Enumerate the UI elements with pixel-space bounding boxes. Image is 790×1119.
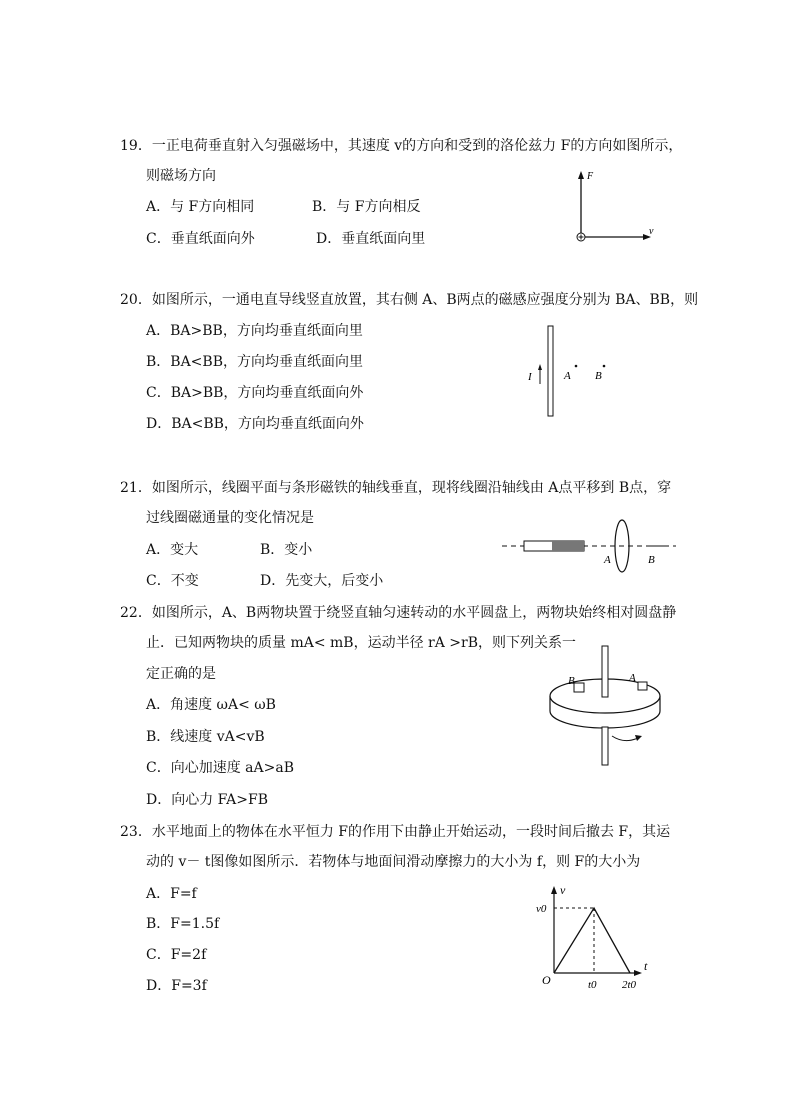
- q21-option-c: C．不变: [146, 573, 199, 589]
- block-a: [638, 682, 647, 690]
- q19-force-velocity-figure: [565, 165, 665, 250]
- point-b-dot: [603, 365, 606, 368]
- q20-wire-figure: [520, 320, 620, 420]
- bar-magnet-hatched-end: [552, 541, 584, 551]
- q21-stem-line1: 21．如图所示，线圈平面与条形磁铁的轴线垂直，现将线圈沿轴线由 A点平移到 B点，穿: [120, 480, 672, 496]
- q23-option-d: D．F=3f: [146, 978, 207, 994]
- q22-option-a: A．角速度 ωA< ωB: [146, 697, 276, 713]
- force-label: F: [587, 171, 594, 182]
- point-a-dot: [575, 365, 578, 368]
- t0-tick-label: t0: [588, 979, 597, 991]
- q21-option-a: A．变大: [146, 542, 199, 558]
- q22-stem-line1: 22．如图所示，A、B两物块置于绕竖直轴匀速转动的水平圆盘上，两物块始终相对圆盘静: [120, 605, 677, 621]
- straight-wire: [548, 326, 553, 416]
- q20-option-c: C．BA>BB，方向均垂直纸面向外: [146, 385, 364, 401]
- q20-option-d: D．BA<BB，方向均垂直纸面向外: [146, 416, 364, 432]
- v-axis-arrowhead-icon: [551, 886, 557, 894]
- velocity-curve: [554, 908, 630, 973]
- q19-option-a: A．与 F方向相同: [146, 199, 255, 215]
- velocity-label: v: [649, 226, 654, 237]
- q23-vt-graph: [530, 880, 660, 995]
- q22-stem-line3: 定正确的是: [146, 666, 216, 682]
- q22-stem-line2: 止．已知两物块的质量 mA< mB，运动半径 rA >rB，则下列关系一: [146, 635, 576, 651]
- t-axis-label: t: [644, 959, 648, 973]
- q22-turntable-figure: [540, 640, 675, 770]
- v0-tick-label: v0: [536, 903, 547, 915]
- q21-option-b: B．变小: [260, 542, 313, 558]
- block-b: [574, 683, 584, 692]
- q21-stem-line2: 过线圈磁通量的变化情况是: [146, 510, 314, 526]
- q20-option-b: B．BA<BB，方向均垂直纸面向里: [146, 354, 363, 370]
- q19-stem-line1: 19．一正电荷垂直射入匀强磁场中，其速度 v的方向和受到的洛伦兹力 F的方向如图所示，: [120, 138, 683, 154]
- q19-stem-line2: 则磁场方向: [146, 168, 216, 184]
- point-a-label: A: [564, 370, 571, 382]
- point-b-label: B: [595, 370, 602, 382]
- q20-stem: 20．如图所示，一通电直导线竖直放置，其右侧 A、B两点的磁感应强度分别为 BA、BB，则: [120, 292, 699, 308]
- q23-stem-line1: 23．水平地面上的物体在水平恒力 F的作用下由静止开始运动，一段时间后撤去 F，其运: [120, 824, 671, 840]
- q19-option-d: D．垂直纸面向里: [316, 231, 426, 247]
- q19-option-c: C．垂直纸面向外: [146, 231, 255, 247]
- vertical-shaft-top: [602, 646, 608, 697]
- q20-option-a: A．BA>BB，方向均垂直纸面向里: [146, 323, 363, 339]
- q19-option-b: B．与 F方向相反: [312, 199, 421, 215]
- force-arrowhead-icon: [578, 171, 584, 179]
- current-arrowhead-icon: [538, 364, 542, 370]
- point-b-label: B: [648, 554, 655, 566]
- vertical-shaft-bottom: [602, 727, 608, 765]
- rotation-arrowhead-icon: [635, 735, 642, 741]
- q21-magnet-coil-figure: [500, 515, 680, 575]
- q23-option-a: A．F=f: [146, 886, 197, 902]
- rotation-arrow: [612, 736, 638, 741]
- q23-option-c: C．F=2f: [146, 947, 207, 963]
- q22-option-b: B．线速度 vA<vB: [146, 729, 265, 745]
- current-label: I: [528, 371, 532, 383]
- 2t0-tick-label: 2t0: [622, 979, 637, 991]
- q23-stem-line2: 动的 v－ t图像如图所示．若物体与地面间滑动摩擦力的大小为 f，则 F的大小为: [146, 854, 641, 870]
- t-axis-arrowhead-icon: [634, 970, 642, 976]
- point-a-label: A: [604, 554, 611, 566]
- block-b-label: B: [568, 675, 575, 687]
- v-axis-label: v: [560, 883, 566, 897]
- q21-option-d: D．先变大，后变小: [260, 573, 384, 589]
- q23-option-b: B．F=1.5f: [146, 916, 220, 932]
- q22-option-d: D．向心力 FA>FB: [146, 792, 269, 808]
- origin-label: O: [542, 973, 551, 987]
- block-a-label: A: [629, 672, 636, 684]
- q22-option-c: C．向心加速度 aA>aB: [146, 760, 294, 776]
